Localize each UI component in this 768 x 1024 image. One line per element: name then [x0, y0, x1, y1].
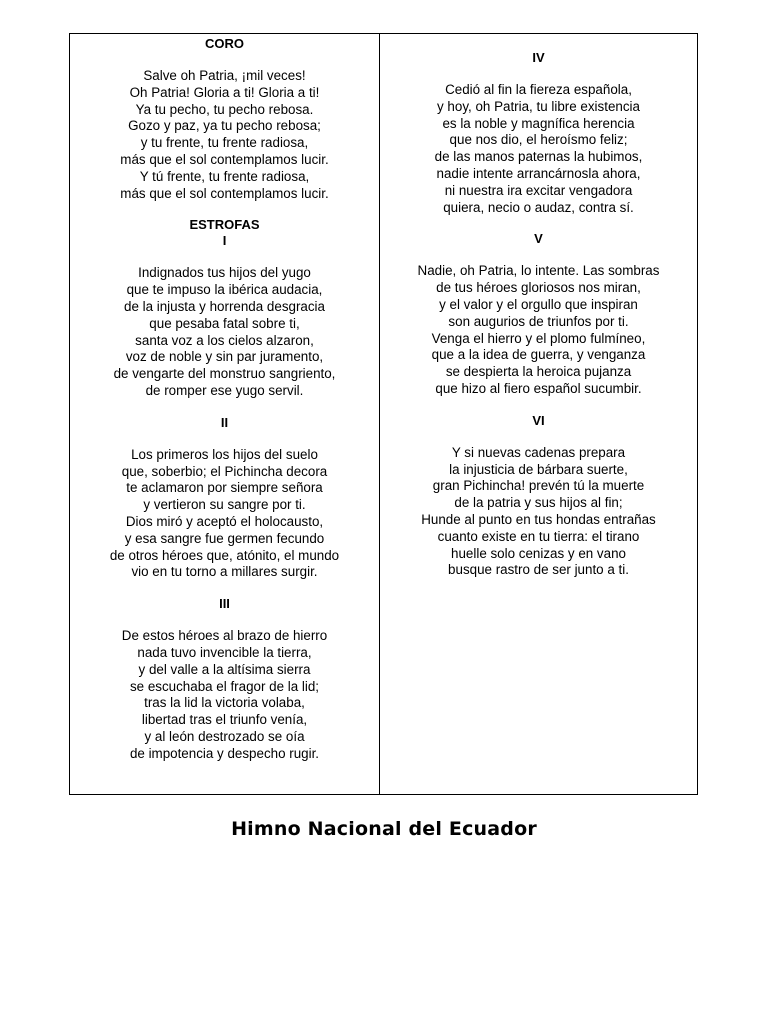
verse-line: Y tú frente, tu frente radiosa,	[139, 168, 310, 184]
verse-line: Y si nuevas cadenas prepara	[451, 444, 626, 460]
section-heading: CORO	[205, 36, 244, 51]
verse-line: Los primeros los hijos del suelo	[131, 446, 318, 462]
verse-line: Cedió al fin la fiereza española,	[445, 82, 632, 97]
verse-line: y hoy, oh Patria, tu libre existencia	[437, 98, 640, 114]
stanza-right-3	[380, 413, 697, 579]
verse-line: que nos dio, el heroísmo feliz;	[449, 132, 628, 148]
verse-line: y vertieron su sangre por ti.	[143, 497, 306, 513]
section-heading: IV	[532, 50, 545, 65]
section-heading: V	[534, 231, 543, 247]
section-heading: II	[220, 414, 229, 430]
verse-line: Indignados tus hijos del yugo	[138, 265, 311, 281]
verse-line: es la noble y magnífica herencia	[442, 115, 635, 131]
verse-line: de vengarte del monstruo sangriento,	[113, 366, 336, 382]
stanza-lines	[70, 265, 379, 399]
verse-line: quiera, necio o audaz, contra sí.	[443, 199, 634, 215]
verse-line: gran Pichincha! prevén tú la muerte	[432, 478, 645, 494]
left-column	[70, 34, 380, 794]
verse-line: tras la lid la victoria volaba,	[144, 695, 305, 711]
stanza-left-4	[70, 596, 379, 762]
section-subheading: I	[222, 233, 227, 249]
verse-line: de impotencia y despecho rugir.	[129, 745, 320, 761]
verse-line: que, soberbio; el Pichincha decora	[121, 463, 328, 479]
verse-line: libertad tras el triunfo venía,	[141, 712, 308, 728]
section-heading: ESTROFAS	[189, 217, 260, 233]
stanza-lines	[380, 82, 697, 216]
verse-line: santa voz a los cielos alzaron,	[135, 332, 314, 348]
verse-line: huelle solo cenizas y en vano	[451, 545, 626, 561]
verse-line: y el valor y el orgullo que inspiran	[439, 296, 638, 312]
stanza-right-2	[380, 231, 697, 412]
stanza-lines	[380, 263, 697, 397]
verse-line: que hizo al fiero español sucumbir.	[435, 380, 642, 396]
verse-line: Hunde al punto en tus hondas entrañas	[421, 511, 656, 527]
verse-line: de romper ese yugo servil.	[145, 382, 304, 398]
stanza-left-2	[70, 217, 379, 414]
verse-line: y tu frente, tu frente radiosa,	[140, 135, 309, 151]
verse-line: Gozo y paz, ya tu pecho rebosa;	[128, 118, 321, 134]
verse-line: de la injusta y horrenda desgracia	[124, 298, 325, 314]
verse-line: cuanto existe en tu tierra: el tirano	[437, 528, 640, 544]
verse-line: de las manos paternas la hubimos,	[434, 149, 643, 165]
verse-line: busque rastro de ser junto a ti.	[448, 562, 629, 578]
verse-line: que te impuso la ibérica audacia,	[126, 282, 323, 298]
verse-line: y del valle a la altísima sierra	[138, 661, 311, 677]
verse-line: de otros héroes que, atónito, el mundo	[109, 547, 340, 563]
section-heading: VI	[532, 412, 545, 428]
verse-line: que a la idea de guerra, y venganza	[431, 347, 646, 363]
verse-line: la injusticia de bárbara suerte,	[449, 461, 628, 477]
stanza-lines	[70, 68, 379, 202]
verse-line: Oh Patria! Gloria a ti! Gloria a ti!	[129, 84, 320, 100]
verse-line: nada tuvo invencible la tierra,	[137, 644, 312, 660]
verse-line: y al león destrozado se oía	[144, 728, 305, 744]
verse-line: se escuchaba el fragor de la lid;	[129, 678, 320, 694]
verse-line: de la patria y sus hijos al fin;	[454, 495, 623, 511]
verse-line: nadie intente arrancárnosla ahora,	[436, 165, 641, 181]
verse-line: y esa sangre fue germen fecundo	[124, 530, 325, 546]
verse-line: que pesaba fatal sobre ti,	[149, 315, 300, 331]
verse-line: De estos héroes al brazo de hierro	[121, 628, 328, 644]
stanza-lines	[70, 628, 379, 762]
stanza-left-3	[70, 415, 379, 596]
stanza-lines	[70, 447, 379, 581]
verse-line: son augurios de triunfos por ti.	[448, 313, 629, 329]
verse-line: más que el sol contemplamos lucir.	[120, 151, 329, 167]
verse-line: más que el sol contemplamos lucir.	[120, 185, 329, 201]
document-title: Himno Nacional del Ecuador	[231, 818, 537, 840]
stanza-right-1	[380, 50, 697, 231]
section-heading: III	[219, 596, 230, 612]
lyrics-table	[69, 33, 698, 795]
verse-line: Dios miró y aceptó el holocausto,	[125, 513, 324, 529]
verse-line: ni nuestra ira excitar vengadora	[444, 182, 633, 198]
right-column	[380, 34, 697, 794]
verse-line: Ya tu pecho, tu pecho rebosa.	[135, 101, 314, 117]
verse-line: vio en tu torno a millares surgir.	[131, 564, 318, 580]
verse-line: te aclamaron por siempre señora	[126, 480, 323, 496]
verse-line: se despierta la heroica pujanza	[445, 364, 632, 380]
verse-line: Nadie, oh Patria, lo intente. Las sombras	[417, 263, 660, 279]
verse-line: de tus héroes gloriosos nos miran,	[436, 280, 641, 296]
stanza-lines	[380, 445, 697, 579]
verse-line: Salve oh Patria, ¡mil veces!	[143, 68, 306, 83]
verse-line: voz de noble y sin par juramento,	[125, 349, 324, 365]
verse-line: Venga el hierro y el plomo fulmíneo,	[431, 330, 646, 346]
stanza-left-1	[70, 36, 379, 217]
